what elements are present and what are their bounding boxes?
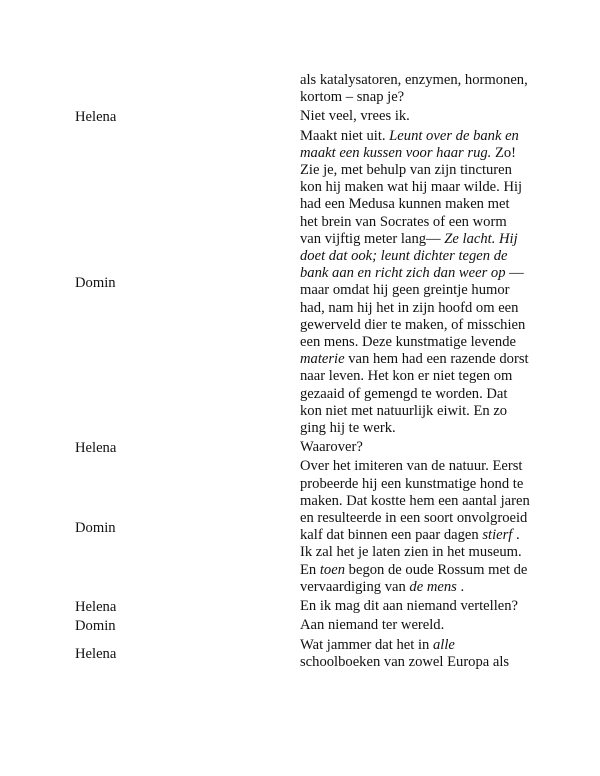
speaker-name: Helena [75, 646, 117, 663]
dialogue-text: schoolboeken van zowel Europa als [300, 653, 510, 670]
speaker-name [75, 72, 300, 108]
speaker-name: Domin [75, 618, 116, 635]
dialogue-text: Waarover? [300, 439, 363, 456]
dialogue-row [75, 598, 530, 617]
dialogue-row [75, 617, 530, 636]
dialogue-row [75, 439, 530, 458]
dialogue-text: Over het imiteren van de natuur. Eerst probeerde hij een kunstmatige hond te maken. Dat kostte hem een aantal jaren en resulteerde in een soort onvolgroeid kalf dat binnen een paar dagen [300, 458, 530, 544]
dialogue-line [300, 128, 530, 440]
speaker-name: Helena [75, 599, 117, 616]
dialogue-text: Zo! Zie je, met behulp van zijn tincturen kon hij maken wat hij maar wilde. Hij had een Medusa kunnen maken met het brein van Socrates of een worm van vijftig meter lang— [300, 144, 523, 247]
stage-direction-text: alle [432, 636, 455, 653]
dialogue-text: als katalysatoren, enzymen, hormonen, kortom – snap je? [300, 72, 528, 106]
dialogue-line [300, 617, 530, 636]
dialogue-body [75, 72, 530, 673]
dialogue-row [75, 458, 530, 598]
stage-direction-text: materie [300, 351, 345, 368]
dialogue-text: Maakt niet uit. [300, 127, 390, 144]
dialogue-text: . [456, 578, 465, 595]
stage-direction-text: Leunt over de bank en maakt een kussen voor haar rug. [300, 127, 519, 161]
dialogue-text: Wat jammer dat het in [300, 636, 433, 653]
dialogue-line [300, 108, 530, 127]
dialogue-text: van hem had een razende dorst naar leven. Het kon er niet tegen om gezaaid of gemengd te worden. Dat kon niet met natuurlijk eiwit. En zo ging hij te werk. [300, 351, 529, 437]
dialogue-row [75, 128, 530, 440]
dialogue-row [75, 72, 530, 108]
speaker-name: Domin [75, 274, 116, 291]
dialogue-row [75, 637, 530, 673]
dialogue-line [300, 598, 530, 617]
stage-direction-text: Ze lacht. Hij doet dat ook; leunt dichter tegen de bank aan en richt zich dan weer op [300, 230, 518, 282]
stage-direction-text: de mens [409, 578, 457, 595]
dialogue-table [75, 72, 530, 673]
dialogue-text: begon de oude Rossum met de vervaardiging van [300, 561, 528, 595]
dialogue-line [300, 72, 530, 108]
speaker-name: Domin [75, 519, 116, 536]
dialogue-text: . Ik zal het je laten zien in het museum. En [300, 527, 522, 578]
dialogue-text: Aan niemand ter wereld. [300, 617, 445, 634]
stage-direction-text: stierf [482, 527, 513, 544]
dialogue-text: En ik mag dit aan niemand vertellen? [300, 598, 519, 615]
dialogue-line [300, 439, 530, 458]
dialogue-line [300, 637, 530, 673]
dialogue-text: Niet veel, vrees ik. [300, 108, 410, 125]
stage-direction-text: toen [319, 561, 346, 578]
speaker-name: Helena [75, 440, 117, 457]
dialogue-row [75, 108, 530, 127]
dialogue-text: —maar omdat hij geen greintje humor had, nam hij het in zijn hoofd om een gewerveld dier te maken, of misschien een mens. Deze kunstmatige levende [300, 265, 526, 351]
dialogue-line [300, 458, 530, 598]
speaker-name: Helena [75, 109, 117, 126]
